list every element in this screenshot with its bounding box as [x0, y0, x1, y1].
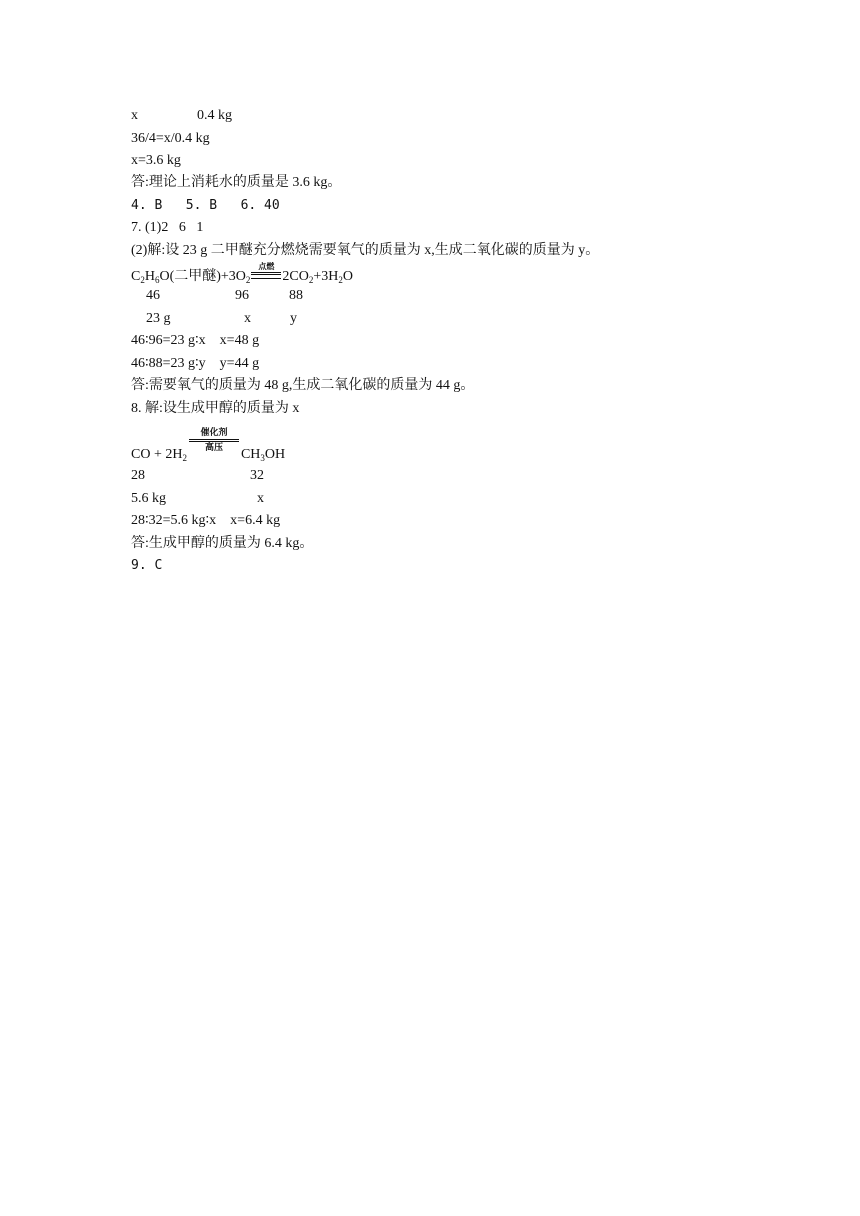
quantity-3: y [290, 311, 297, 326]
quantity-1: 23 g [146, 311, 171, 326]
molar-mass-1: 46 [146, 288, 160, 303]
methanol-calculation: 28∶32=5.6 kg∶x x=6.4 kg [131, 513, 281, 528]
methanol-equation: CO + $2H_2$ 催化剂 高压 $CH_3OH$ [131, 428, 286, 463]
carbon-dioxide-calculation: 46∶88=23 g∶y y=44 g [131, 356, 260, 371]
molar-mass-co: 28 [131, 468, 145, 483]
ratio-equation: 36/4=x/0.4 kg [131, 131, 210, 146]
choice-answers: 4. B 5. B 6. 40 [131, 198, 280, 213]
combustion-equation: $C_2H_6O$(二甲醚)$+3O_2$ 点燃 $2CO_2+3H_2O$ [131, 262, 354, 285]
question-9-answer: 9. C [131, 558, 163, 573]
line-x-label: x [131, 108, 138, 123]
question-8-setup: 8. 解:设生成甲醇的质量为 x [131, 401, 300, 416]
molar-mass-2: 96 [235, 288, 249, 303]
catalyst-condition: 催化剂 高压 [189, 442, 239, 458]
line-mass-label: 0.4 kg [197, 108, 232, 123]
question-7-part-2-setup: (2)解:设 23 g 二甲醚充分燃烧需要氧气的质量为 x,生成二氧化碳的质量为 y。 [131, 243, 600, 258]
quantity-methanol: x [257, 491, 264, 506]
result-line: x=3.6 kg [131, 153, 181, 168]
question-7-part-1: 7. (1)2 6 1 [131, 220, 204, 235]
molar-mass-3: 88 [289, 288, 303, 303]
molar-mass-methanol: 32 [250, 468, 264, 483]
oxygen-calculation: 46∶96=23 g∶x x=48 g [131, 333, 260, 348]
ignition-condition: 点燃 [251, 266, 281, 282]
answer-line-7: 答:需要氧气的质量为 48 g,生成二氧化碳的质量为 44 g。 [131, 378, 475, 393]
answer-line-8: 答:生成甲醇的质量为 6.4 kg。 [131, 536, 314, 551]
quantity-co: 5.6 kg [131, 491, 166, 506]
answer-line: 答:理论上消耗水的质量是 3.6 kg。 [131, 175, 342, 190]
quantity-2: x [244, 311, 251, 326]
